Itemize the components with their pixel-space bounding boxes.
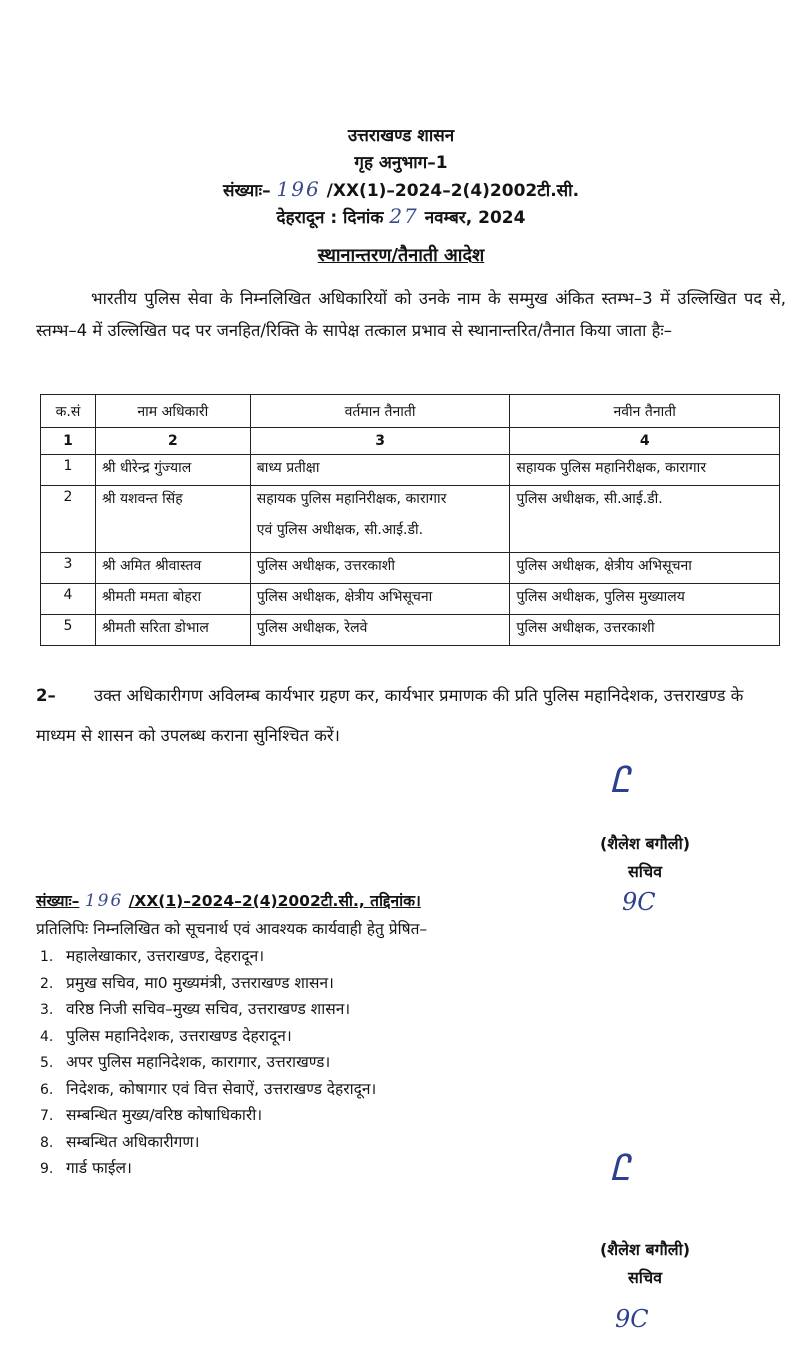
signatory-initials: 9C xyxy=(622,888,656,916)
signatory-initials-2: 9C xyxy=(615,1305,649,1333)
date-line xyxy=(0,204,802,228)
row-new-posting: पुलिस अधीक्षक, सी.आई.डी. xyxy=(510,486,780,553)
signatory-designation-2: सचिव xyxy=(627,1268,663,1287)
list-item-text: सम्बन्धित मुख्य/वरिष्ठ कोषाधिकारी। xyxy=(66,1106,263,1124)
list-item-text: पुलिस महानिदेशक, उत्तराखण्ड देहरादून। xyxy=(66,1026,292,1045)
row-name: श्रीमती ममता बोहरा xyxy=(95,584,250,615)
copy-reference xyxy=(36,889,421,911)
list-item-number: 2. xyxy=(40,975,54,992)
row-current-posting: पुलिस अधीक्षक, रेलवे xyxy=(250,615,510,646)
list-item-number: 3. xyxy=(40,1002,54,1018)
row-new-posting: सहायक पुलिस महानिरीक्षक, कारागार xyxy=(510,455,780,486)
reference-number xyxy=(0,177,802,201)
list-item-text: वरिष्ठ निजी सचिव–मुख्य सचिव, उत्तराखण्ड शासन। xyxy=(66,1000,351,1018)
paragraph-2-text: उक्त अधिकारीगण अविलम्ब कार्यभार ग्रहण कर, कार्यभार प्रमाणक की प्रति पुलिस महानिदेशक, उत्तराखण्ड के माध्यम से शासन को उपलब्ध कराना सुनिश्चित करें। xyxy=(36,686,744,745)
signature-mark: Ꮭ xyxy=(610,760,631,801)
list-item-number: 6. xyxy=(40,1081,54,1098)
table-row xyxy=(41,615,780,646)
row-new-posting: पुलिस अधीक्षक, क्षेत्रीय अभिसूचना xyxy=(510,553,780,584)
col-number: 3 xyxy=(250,428,510,455)
list-item-text: निदेशक, कोषागार एवं वित्त सेवाऐं, उत्तराखण्ड देहरादून। xyxy=(66,1079,377,1098)
signatory-name: (शैलेश बगौली) xyxy=(599,834,691,853)
row-name: श्रीमती सरिता डोभाल xyxy=(95,615,250,646)
table-row xyxy=(41,553,780,584)
row-sn: 3 xyxy=(41,553,96,584)
order-title xyxy=(0,243,802,267)
date-suffix: नवम्बर, 2024 xyxy=(424,208,526,228)
row-new-posting: पुलिस अधीक्षक, उत्तरकाशी xyxy=(510,615,780,646)
table-row xyxy=(41,486,780,553)
list-item-text: प्रमुख सचिव, मा0 मुख्यमंत्री, उत्तराखण्ड शासन। xyxy=(66,973,334,992)
row-sn: 5 xyxy=(41,615,96,646)
table-header-row xyxy=(41,395,780,428)
row-current-line1: सहायक पुलिस महानिरीक्षक, कारागार xyxy=(256,491,447,507)
copy-ref-prefix: संख्याः– xyxy=(36,892,80,910)
copy-ref-handwritten-number: 196 xyxy=(84,891,124,911)
list-item-number: 7. xyxy=(40,1108,54,1124)
list-item-text: महालेखाकार, उत्तराखण्ड, देहरादून। xyxy=(66,947,265,965)
list-item-number: 8. xyxy=(40,1134,54,1151)
list-item xyxy=(40,1076,376,1103)
row-current-posting: पुलिस अधीक्षक, क्षेत्रीय अभिसूचना xyxy=(250,584,510,615)
ref-prefix: संख्याः– xyxy=(222,181,271,201)
row-name: श्री अमित श्रीवास्तव xyxy=(95,553,250,584)
paragraph-2 xyxy=(36,676,786,756)
list-item-number: 1. xyxy=(40,949,54,965)
copy-recipient-list xyxy=(40,943,376,1182)
signature-mark-2: Ꮭ xyxy=(610,1148,631,1189)
list-item xyxy=(40,943,376,970)
list-item xyxy=(40,1155,376,1182)
list-item xyxy=(40,1129,376,1156)
ref-handwritten-number: 196 xyxy=(276,177,321,201)
list-item-number: 5. xyxy=(40,1055,54,1071)
date-prefix: देहरादून : दिनांक xyxy=(276,208,384,228)
list-item-text: सम्बन्धित अधिकारीगण। xyxy=(66,1132,200,1151)
row-current-posting: पुलिस अधीक्षक, उत्तरकाशी xyxy=(250,553,510,584)
table-row xyxy=(41,584,780,615)
row-name: श्री धीरेन्द्र गुंज्याल xyxy=(95,455,250,486)
order-title-text: स्थानान्तरण/तैनाती आदेश xyxy=(317,245,485,266)
intro-text: भारतीय पुलिस सेवा के निम्नलिखित अधिकारियों को उनके नाम के सम्मुख अंकित स्तम्भ–3 में उल्लिखित पद से, स्तम्भ–4 में उल्लिखित पद पर जनहित/रिक्ति के सापेक्ष तत्काल प्रभाव से स्थानान्तरित/तैनात किया जाता हैः– xyxy=(36,289,786,340)
govt-name: उत्तराखण्ड शासन xyxy=(347,126,455,146)
col-header-current: वर्तमान तैनाती xyxy=(250,395,510,428)
transfer-table xyxy=(40,394,780,646)
intro-paragraph xyxy=(36,283,786,347)
row-current-posting: बाध्य प्रतीक्षा xyxy=(250,455,510,486)
copy-ref-suffix: /XX(1)–2024–2(4)2002टी.सी., तद्दिनांक। xyxy=(128,892,421,910)
ref-suffix: /XX(1)–2024–2(4)2002टी.सी. xyxy=(326,181,580,201)
row-name: श्री यशवन्त सिंह xyxy=(95,486,250,553)
list-item-number: 4. xyxy=(40,1028,54,1045)
col-number: 1 xyxy=(41,428,96,455)
col-header-name: नाम अधिकारी xyxy=(95,395,250,428)
list-item xyxy=(40,1049,376,1076)
col-number: 4 xyxy=(510,428,780,455)
date-handwritten-day: 27 xyxy=(389,204,419,228)
row-current-posting xyxy=(250,486,510,553)
row-current-line2: एवं पुलिस अधीक्षक, सी.आई.डी. xyxy=(256,522,424,538)
list-item-text: गार्ड फाईल। xyxy=(66,1159,132,1177)
col-number: 2 xyxy=(95,428,250,455)
row-sn: 2 xyxy=(41,486,96,553)
copy-intro: प्रतिलिपिः निम्नलिखित को सूचनार्थ एवं आवश्यक कार्यवाही हेतु प्रेषित– xyxy=(36,920,428,938)
table-column-number-row xyxy=(41,428,780,455)
list-item xyxy=(40,1023,376,1050)
row-sn: 1 xyxy=(41,455,96,486)
signatory-designation: सचिव xyxy=(627,862,663,881)
table-row xyxy=(41,455,780,486)
signatory-name-2: (शैलेश बगौली) xyxy=(599,1240,691,1259)
col-header-sn: क.सं xyxy=(41,395,96,428)
row-new-posting: पुलिस अधीक्षक, पुलिस मुख्यालय xyxy=(510,584,780,615)
paragraph-2-number: 2– xyxy=(36,686,56,705)
col-header-new: नवीन तैनाती xyxy=(510,395,780,428)
list-item xyxy=(40,996,376,1023)
list-item xyxy=(40,1102,376,1129)
list-item-text: अपर पुलिस महानिदेशक, कारागार, उत्तराखण्ड। xyxy=(66,1053,331,1071)
list-item-number: 9. xyxy=(40,1161,54,1177)
row-sn: 4 xyxy=(41,584,96,615)
department-name: गृह अनुभाग–1 xyxy=(354,153,448,173)
list-item xyxy=(40,970,376,997)
